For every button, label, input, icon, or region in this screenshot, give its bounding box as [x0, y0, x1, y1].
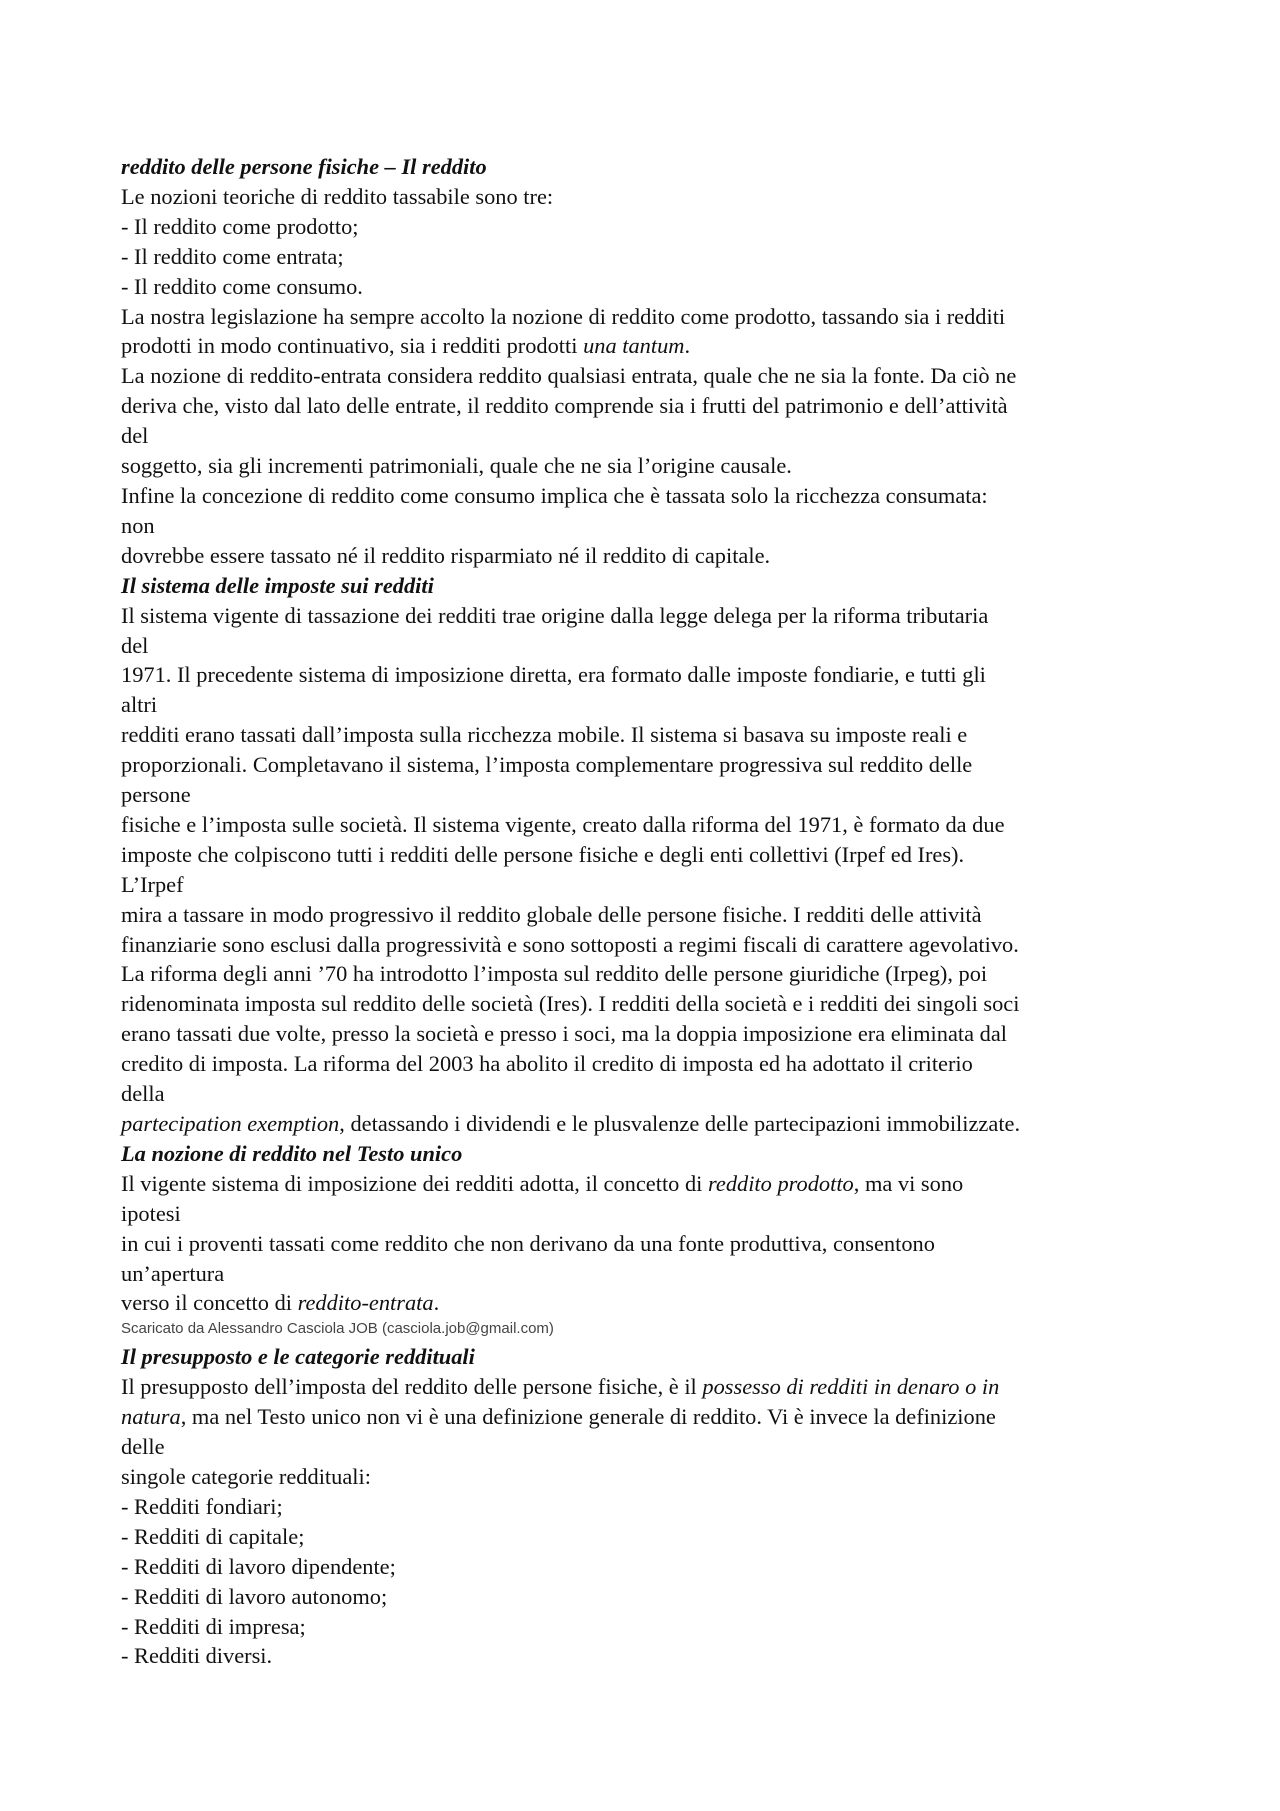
text-segment: , detassando i dividendi e le plusvalenze delle partecipazioni immobilizzate. [339, 1111, 1021, 1136]
text-line: - Redditi di lavoro autonomo; [121, 1583, 388, 1609]
text-line: redditi erano tassati dall’imposta sulla ricchezza mobile. Il sistema si basava su imposte reali e [121, 722, 968, 748]
text-line: non [121, 512, 155, 538]
text-segment: Il presupposto dell’imposta del reddito delle persone fisiche, è il [121, 1374, 703, 1400]
text-line: del [121, 423, 149, 449]
text-line: - Redditi di lavoro dipendente; [121, 1553, 396, 1579]
text-line: - Redditi fondiari; [121, 1493, 283, 1519]
text-line: deriva che, visto dal lato delle entrate, il reddito comprende sia i frutti del patrimonio e dell’attività [121, 393, 1008, 419]
text-line: mira a tassare in modo progressivo il reddito globale delle persone fisiche. I redditi delle attività [121, 901, 982, 927]
text-line: - Il reddito come entrata; [121, 243, 344, 269]
text-line: altri [121, 692, 158, 718]
text-segment: verso il concetto di [121, 1290, 298, 1316]
text-line: un’apertura [121, 1260, 225, 1286]
text-line: La riforma degli anni ’70 ha introdotto l’imposta sul reddito delle persone giuridiche (Irpeg), poi [121, 961, 988, 987]
text-line: ipotesi [121, 1200, 181, 1226]
text-line: proporzionali. Completavano il sistema, l’imposta complementare progressiva sul reddito delle [121, 752, 973, 778]
italic-term: reddito-entrata [297, 1290, 434, 1316]
italic-term: possesso di redditi in denaro o in [702, 1374, 1000, 1400]
text-segment: , ma vi sono [853, 1170, 964, 1196]
text-line: - Il reddito come prodotto; [121, 213, 359, 239]
text-line: La nozione di reddito-entrata considera reddito qualsiasi entrata, quale che ne sia la fonte. Da ciò ne [121, 363, 1017, 389]
text-line [121, 331, 1181, 361]
text-line: L’Irpef [121, 871, 184, 897]
text-line: in cui i proventi tassati come reddito che non derivano da una fonte produttiva, consentono [121, 1230, 935, 1256]
text-line: - Redditi diversi. [121, 1643, 273, 1669]
text-segment: prodotti in modo continuativo, sia i redditi prodotti [121, 333, 584, 359]
italic-term: una tantum [583, 333, 685, 359]
italic-term: reddito prodotto [708, 1170, 854, 1196]
text-line: persone [121, 782, 191, 808]
text-line: 1971. Il precedente sistema di imposizione diretta, era formato dalle imposte fondiarie, e tutti gli [121, 662, 986, 688]
text-segment: , ma nel Testo unico non vi è una definizione generale di reddito. Vi è invece la definizione [180, 1404, 996, 1430]
text-line: - Redditi di capitale; [121, 1523, 305, 1549]
text-line [121, 1402, 1181, 1432]
text-segment: . [684, 333, 691, 359]
text-line: erano tassati due volte, presso la società e presso i soci, ma la doppia imposizione era eliminata dal [121, 1021, 1008, 1047]
text-line: credito di imposta. La riforma del 2003 ha abolito il credito di imposta ed ha adottato il criterio [121, 1051, 973, 1077]
text-line [121, 1169, 1181, 1199]
text-line [121, 1288, 1181, 1318]
text-line: soggetto, sia gli incrementi patrimoniali, quale che ne sia l’origine causale. [121, 453, 792, 479]
section-heading: reddito delle persone fisiche – Il reddito [121, 154, 487, 179]
text-line: imposte che colpiscono tutti i redditi delle persone fisiche e degli enti collettivi (Irpef ed Ires). [121, 841, 965, 867]
section-heading: La nozione di reddito nel Testo unico [121, 1140, 463, 1166]
text-line: La nostra legislazione ha sempre accolto la nozione di reddito come prodotto, tassando sia i redditi [121, 303, 1006, 329]
text-line: dovrebbe essere tassato né il reddito risparmiato né il reddito di capitale. [121, 542, 771, 568]
text-line: delle [121, 1434, 165, 1460]
italic-term: natura [121, 1404, 181, 1430]
text-line: del [121, 632, 149, 658]
section-heading: Il sistema delle imposte sui redditi [121, 572, 434, 598]
text-line: singole categorie reddituali: [121, 1463, 371, 1489]
text-line [121, 1372, 1181, 1402]
text-line: Il sistema vigente di tassazione dei redditi trae origine dalla legge delega per la riforma tributaria [121, 602, 989, 628]
text-line: - Redditi di impresa; [121, 1613, 306, 1639]
text-line: della [121, 1081, 165, 1107]
italic-term: partecipation exemption [121, 1111, 340, 1136]
text-line: fisiche e l’imposta sulle società. Il sistema vigente, creato dalla riforma del 1971, è formato da due [121, 811, 1005, 837]
document-page [121, 152, 1181, 1671]
download-watermark: Scaricato da Alessandro Casciola JOB (casciola.job@gmail.com) [121, 1320, 554, 1338]
text-line: finanziarie sono esclusi dalla progressività e sono sottoposti a regimi fiscali di carattere agevolativo. [121, 931, 1019, 957]
text-segment: . [433, 1290, 440, 1316]
text-line: ridenominata imposta sul reddito delle società (Ires). I redditi della società e i redditi dei singoli soci [121, 991, 1020, 1017]
text-line: Infine la concezione di reddito come consumo implica che è tassata solo la ricchezza consumata: [121, 482, 988, 508]
text-line: - Il reddito come consumo. [121, 273, 363, 299]
section-heading: Il presupposto e le categorie reddituali [121, 1344, 475, 1370]
text-line: Le nozioni teoriche di reddito tassabile sono tre: [121, 183, 554, 209]
text-line [121, 1109, 1181, 1139]
text-segment: Il vigente sistema di imposizione dei redditi adotta, il concetto di [121, 1170, 708, 1196]
